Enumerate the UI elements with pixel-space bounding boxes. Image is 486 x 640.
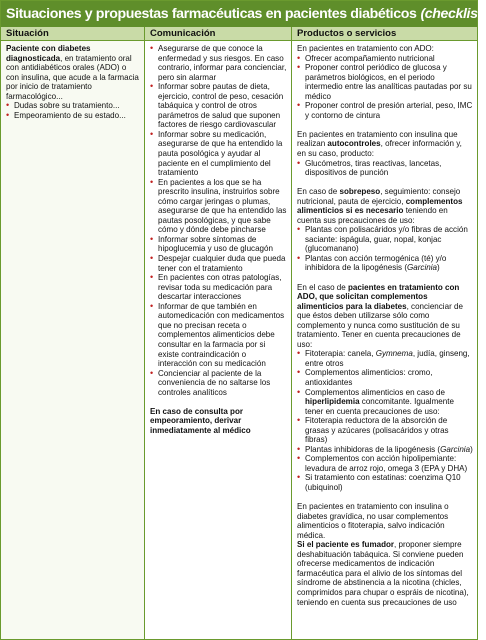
table-title-suffix: (checklist) bbox=[420, 6, 486, 22]
comunicacion-closing-text: En caso de consulta por empeoramiento, derivar inmediatamente al médico bbox=[150, 406, 251, 435]
text-span: Fitoterapia: canela, bbox=[305, 349, 376, 359]
text-bold: hiperlipidemia bbox=[305, 397, 360, 407]
header-productos: Productos o servicios bbox=[297, 28, 397, 39]
text-span: , ofrecer información y, en su caso, producto: bbox=[297, 139, 462, 158]
productos-item: • Proponer control de presión arterial, peso, IMC y contorno de cintura bbox=[297, 101, 473, 120]
text-italic: Garcinia bbox=[440, 444, 471, 454]
productos-item: • Fitoterapia reductora de la absorción de grasas y azúcares (polisacáridos y otras fibras) bbox=[297, 416, 473, 445]
comunicacion-item: • Informar sobre síntomas de hipoglucemia y uso de glucagón bbox=[150, 235, 287, 254]
text-bold: complementos alimenticios si es necesario bbox=[297, 196, 463, 216]
productos-item bbox=[297, 388, 473, 417]
productos-item bbox=[297, 254, 473, 273]
text-bold: autocontroles bbox=[327, 139, 381, 149]
text-span: , concienciar de que éstos deben utilizarse sólo como complemento y nunca como sustitución de su tratamiento. Tener en cuenta precauciones de uso: bbox=[297, 301, 463, 349]
text-span: ) bbox=[436, 263, 440, 273]
productos-insulina-gravidica: En pacientes en tratamiento con insulina o diabetes gravídica, no usar complementos alimenticios o fitoterapia, salvo indicación médica. bbox=[297, 502, 449, 540]
column-comunicacion bbox=[145, 41, 292, 639]
header-comunicacion: Comunicación bbox=[145, 27, 292, 40]
comunicacion-item: • En pacientes con otras patologías, revisar toda su medicación para descartar interacciones bbox=[150, 273, 287, 302]
situacion-intro bbox=[6, 44, 140, 101]
comunicacion-item: • En pacientes a los que se ha prescrito insulina, instruirlos sobre cómo cargar jeringas o plumas, asegurarse de que ha entendido las pautas posológicas, y que sabe cómo y dónde debe pincharse bbox=[150, 178, 287, 235]
text-span: teniendo en cuenta sus precauciones de uso: bbox=[297, 206, 448, 225]
text-span: Plantas con acción termogénica (té) y/o inhibidora de la lipogénesis ( bbox=[305, 253, 447, 273]
productos-item bbox=[297, 445, 473, 455]
header-row bbox=[1, 27, 477, 41]
text-span: , proponer siempre deshabituación tabáquica. Si conviene pueden ofrecerse medicamentos de indicación farmacéutica para el alivio de los síntomas del síndrome de abstinencia a la nicotina (chicles, comprimidos para chupar o espráis de nicotina), teniendo en cuenta sus precauciones de uso bbox=[297, 540, 469, 607]
productos-ado-intro: En pacientes en tratamiento con ADO: bbox=[297, 44, 434, 53]
table-title-main: Situaciones y propuestas farmacéuticas en pacientes diabéticos bbox=[6, 6, 417, 22]
productos-item: • Si tratamiento con estatinas: coenzima Q10 (ubiquinol) bbox=[297, 473, 473, 492]
productos-insulina-intro bbox=[297, 130, 473, 159]
situacion-bold: Paciente con diabetes diagnosticada bbox=[6, 44, 91, 63]
text-bold: sobrepeso bbox=[339, 187, 381, 197]
productos-ado-list bbox=[297, 54, 473, 121]
text-span: ) bbox=[470, 444, 473, 454]
productos-sobrepeso-intro bbox=[297, 187, 473, 225]
comunicacion-item: • Informar sobre su medicación, asegurarse de que ha entendido la pauta posológica y ayudar al paciente en el cumplimiento del tratamiento bbox=[150, 130, 287, 178]
text-span: , judía, ginseng, entre otros bbox=[305, 349, 470, 368]
text-bold: pacientes en tratamiento con ADO, que solicitan complementos alimenticios para la diabetes bbox=[297, 282, 460, 311]
text-span: concomitante. Igualmente tener en cuenta precauciones de uso: bbox=[305, 397, 454, 416]
comunicacion-list bbox=[150, 44, 287, 397]
productos-item: • Complementos alimenticios: cromo, antioxidantes bbox=[297, 368, 473, 387]
body-row bbox=[1, 41, 477, 639]
text-span: Plantas inhibidoras de la lipogénesis ( bbox=[305, 444, 441, 454]
text-span: , seguimiento: consejo nutricional, pauta de ejercicio, bbox=[297, 187, 461, 206]
productos-insulina-list bbox=[297, 159, 473, 178]
productos-ado-complementos-intro bbox=[297, 283, 473, 350]
situacion-list bbox=[6, 101, 140, 120]
text-span: En el caso de bbox=[297, 282, 348, 292]
productos-item: • Glucómetros, tiras reactivas, lancetas, dispositivos de punción bbox=[297, 159, 473, 178]
productos-sobrepeso-list bbox=[297, 225, 473, 273]
text-bold: Si el paciente es fumador bbox=[297, 540, 395, 550]
text-span: En pacientes en tratamiento con insulina que realizan bbox=[297, 129, 458, 149]
text-span: En caso de bbox=[297, 187, 340, 197]
table-title bbox=[1, 1, 486, 27]
comunicacion-closing bbox=[150, 407, 287, 436]
text-italic: Gymnema bbox=[375, 349, 413, 359]
text-span: Complementos alimenticios en caso de bbox=[305, 387, 445, 397]
productos-fumador bbox=[297, 540, 473, 607]
situacion-rest: , en tratamiento oral con antidiabéticos orales (ADO) o con insulina, que acude a la farmacia por inicio de tratamiento farmacológico... bbox=[6, 53, 139, 101]
comunicacion-item: • Informar sobre pautas de dieta, ejercicio, control de peso, cesación tabáquica y control de otros parámetros de salud que suponen factores de riesgo cardiovascular bbox=[150, 82, 287, 130]
text-italic: Garcinia bbox=[407, 263, 437, 273]
comunicacion-item: • Informar de que también en automedicación con medicamentos que no precisan receta o complementos alimenticios debe consultar en la farmacia por si existe contraindicación o interacción con su medicación bbox=[150, 302, 287, 369]
productos-item bbox=[297, 349, 473, 368]
comunicacion-item: • Concienciar al paciente de la conveniencia de no saltarse los controles analíticos bbox=[150, 369, 287, 398]
productos-item: • Complementos con acción hipolipemiante: levadura de arroz rojo, omega 3 (EPA y DHA) bbox=[297, 454, 473, 473]
comunicacion-item: • Asegurarse de que conoce la enfermedad y sus riesgos. En caso contrario, informar para concienciar, pero sin alarmar bbox=[150, 44, 287, 82]
productos-ado-complementos-list bbox=[297, 349, 473, 492]
productos-item: • Plantas con polisacáridos y/o fibras de acción saciante: ispágula, guar, nopal, konjac (glucomanano) bbox=[297, 225, 473, 254]
productos-item: • Ofrecer acompañamiento nutricional bbox=[297, 54, 473, 64]
column-situacion bbox=[1, 41, 145, 639]
situacion-item: • Dudas sobre su tratamiento... bbox=[6, 101, 140, 111]
column-productos bbox=[292, 41, 477, 639]
productos-item: • Proponer control periódico de glucosa y parámetros biológicos, en el periodo intermedio entre las analíticas pautadas por su médico bbox=[297, 63, 473, 101]
situacion-item: • Empeoramiento de su estado... bbox=[6, 111, 140, 121]
header-situacion: Situación bbox=[1, 27, 145, 40]
comunicacion-item: • Despejar cualquier duda que pueda tener con el tratamiento bbox=[150, 254, 287, 273]
